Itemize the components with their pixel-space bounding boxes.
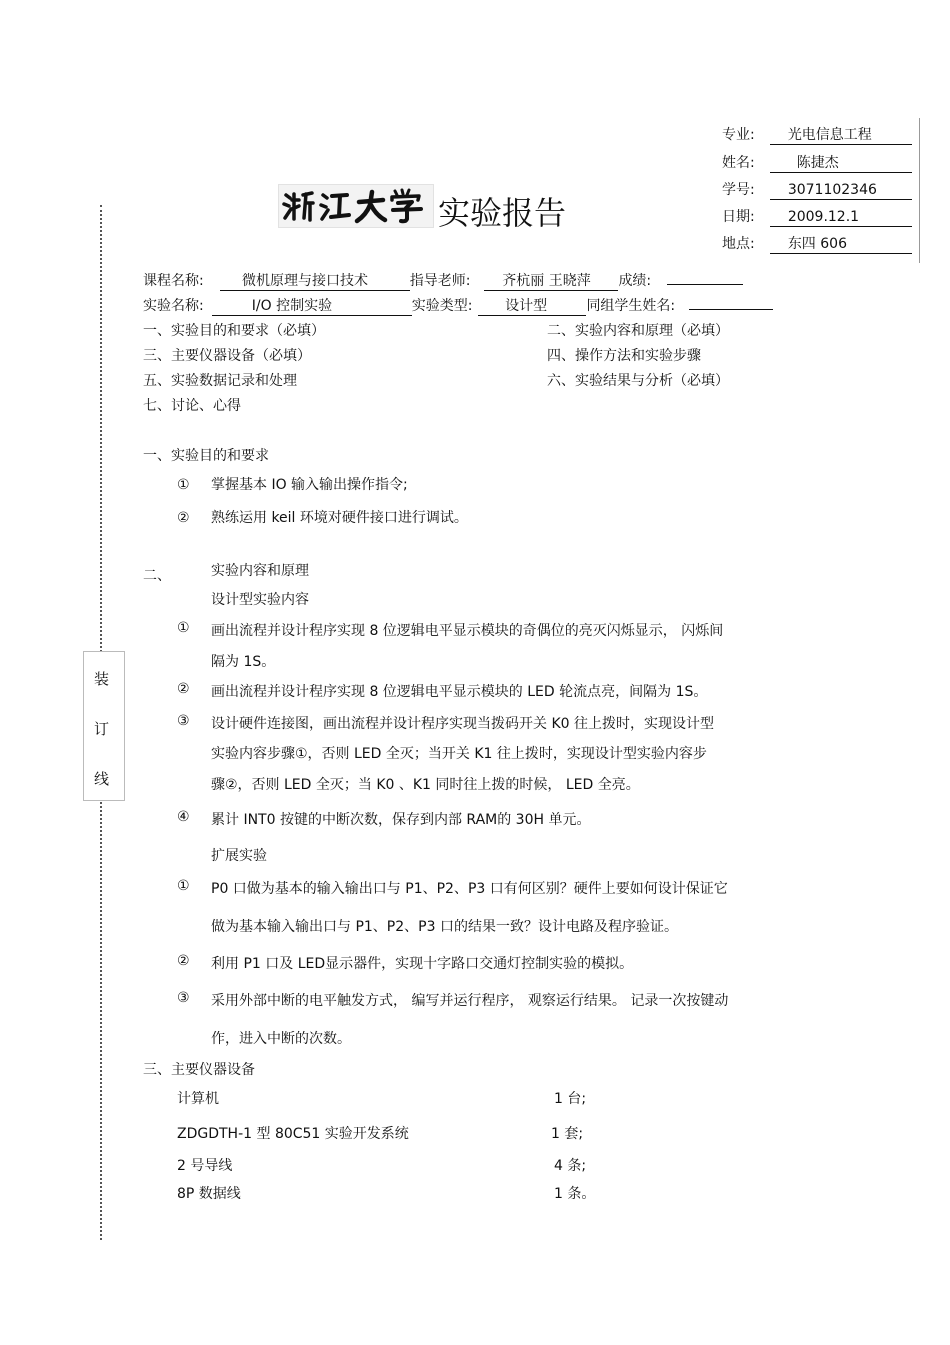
info-major [722, 124, 912, 145]
equipment-4-name: 8P 数据线 [177, 1186, 241, 1202]
equipment-2-qty: 1 套; [551, 1126, 584, 1142]
info-name [722, 152, 912, 173]
course-info-row-1 [143, 270, 743, 291]
date-value: 2009.12.1 [770, 208, 912, 227]
info-block-border [919, 118, 920, 263]
section3-heading: 三、主要仪器设备 [143, 1062, 255, 1078]
extension-item-1-line-1: P0 口做为基本的输入输出口与 P1、P2、P3 口有何区别？硬件上要如何设计保证它 [211, 881, 728, 897]
student-id-label: 学号: [722, 182, 755, 198]
major-value: 光电信息工程 [770, 126, 912, 145]
binding-char-2: 订 [94, 720, 110, 738]
equipment-2-name: ZDGDTH-1 型 80C51 实验开发系统 [177, 1126, 409, 1142]
section1-item-1 [177, 474, 408, 494]
design-item-4-line-1: 累计 INT0 按键的中断次数，保存到内部 RAM的 30H 单元。 [211, 812, 591, 828]
section2-design-subheading: 设计型实验内容 [211, 592, 309, 608]
equipment-1-name: 计算机 [177, 1091, 219, 1107]
section2-extension-subheading: 扩展实验 [211, 848, 267, 864]
toc-item-1: 一、实验目的和要求（必填） [143, 323, 325, 339]
binding-char-3: 线 [94, 770, 110, 788]
design-item-3-line-2: 实验内容步骤①，否则 LED 全灭；当开关 K1 往上拨时，实现设计型实验内容步 [211, 746, 707, 762]
equipment-4-qty: 1 条。 [554, 1186, 596, 1202]
extension-item-2-number: ② [177, 953, 190, 969]
extension-item-2-line-1: 利用 P1 口及 LED显示器件，实现十字路口交通灯控制实验的模拟。 [211, 956, 634, 972]
info-date [722, 206, 912, 227]
info-location [722, 233, 912, 254]
course-label: 课程名称: [143, 273, 204, 289]
toc-item-4: 四、操作方法和实验步骤 [547, 348, 701, 364]
name-label: 姓名: [722, 155, 755, 171]
binding-label-box [83, 651, 125, 801]
extension-item-3-number: ③ [177, 990, 190, 1006]
section2-number: 二、 [143, 568, 171, 584]
extension-item-1-number: ① [177, 878, 190, 894]
equipment-3-qty: 4 条; [554, 1158, 587, 1174]
teacher-label: 指导老师: [409, 273, 471, 289]
section1-item-1-number: ① [177, 477, 190, 493]
experiment-label: 实验名称: [143, 298, 204, 314]
university-logo [278, 184, 434, 228]
toc-item-7: 七、讨论、心得 [143, 398, 241, 414]
group-label: 同组学生姓名: [586, 298, 676, 314]
type-value: 设计型 [478, 297, 586, 316]
section2-heading: 实验内容和原理 [211, 563, 309, 579]
type-label: 实验类型: [411, 298, 473, 314]
university-logo-calligraphy [279, 185, 433, 227]
equipment-1-qty: 1 台; [554, 1091, 587, 1107]
design-item-1-number: ① [177, 620, 190, 636]
extension-item-3-line-1: 采用外部中断的电平触发方式， 编写并运行程序， 观察运行结果。 记录一次按键动 [211, 993, 729, 1009]
score-label: 成绩: [618, 273, 652, 289]
info-student-id [722, 179, 912, 200]
design-item-3-line-1: 设计硬件连接图，画出流程并设计程序实现当拨码开关 K0 往上拨时，实现设计型 [211, 716, 714, 732]
section1-heading: 一、实验目的和要求 [143, 448, 269, 464]
course-value: 微机原理与接口技术 [220, 272, 410, 291]
student-id-value: 3071102346 [770, 181, 912, 200]
experiment-value: I/O 控制实验 [212, 297, 412, 316]
design-item-1-line-2: 隔为 1S。 [211, 654, 276, 670]
section1-item-2 [177, 507, 468, 527]
design-item-2-number: ② [177, 681, 190, 697]
teacher-value: 齐杭丽 王晓萍 [484, 272, 618, 291]
toc-item-2: 二、实验内容和原理（必填） [547, 323, 729, 339]
location-label: 地点: [722, 236, 755, 252]
toc-item-6: 六、实验结果与分析（必填） [547, 373, 729, 389]
date-label: 日期: [722, 209, 755, 225]
major-label: 专业: [722, 127, 755, 143]
design-item-3-number: ③ [177, 713, 190, 729]
score-value [667, 284, 743, 285]
extension-item-1-line-2: 做为基本输入输出口与 P1、P2、P3 口的结果一致？设计电路及程序验证。 [211, 919, 678, 935]
section1-item-2-number: ② [177, 510, 190, 526]
course-info-row-2 [143, 295, 773, 316]
design-item-1-line-1: 画出流程并设计程序实现 8 位逻辑电平显示模块的奇偶位的亮灭闪烁显示， 闪烁间 [211, 623, 724, 639]
report-title: 实验报告 [438, 194, 567, 232]
location-value: 东四 606 [770, 235, 912, 254]
design-item-4-number: ④ [177, 809, 190, 825]
toc-item-3: 三、主要仪器设备（必填） [143, 348, 311, 364]
design-item-3-line-3: 骤②，否则 LED 全灭；当 K0 、K1 同时往上拨的时候， LED 全亮。 [211, 777, 640, 793]
name-value: 陈捷杰 [770, 154, 912, 173]
section1-item-2-text: 熟练运用 keil 环境对硬件接口进行调试。 [211, 510, 468, 526]
toc-item-5: 五、实验数据记录和处理 [143, 373, 297, 389]
section1-item-1-text: 掌握基本 IO 输入输出操作指令; [211, 477, 408, 493]
group-value [689, 309, 773, 310]
binding-char-1: 装 [94, 670, 110, 688]
design-item-2-line-1: 画出流程并设计程序实现 8 位逻辑电平显示模块的 LED 轮流点亮，间隔为 1S。 [211, 684, 708, 700]
extension-item-3-line-2: 作，进入中断的次数。 [211, 1031, 351, 1047]
equipment-3-name: 2 号导线 [177, 1158, 233, 1174]
